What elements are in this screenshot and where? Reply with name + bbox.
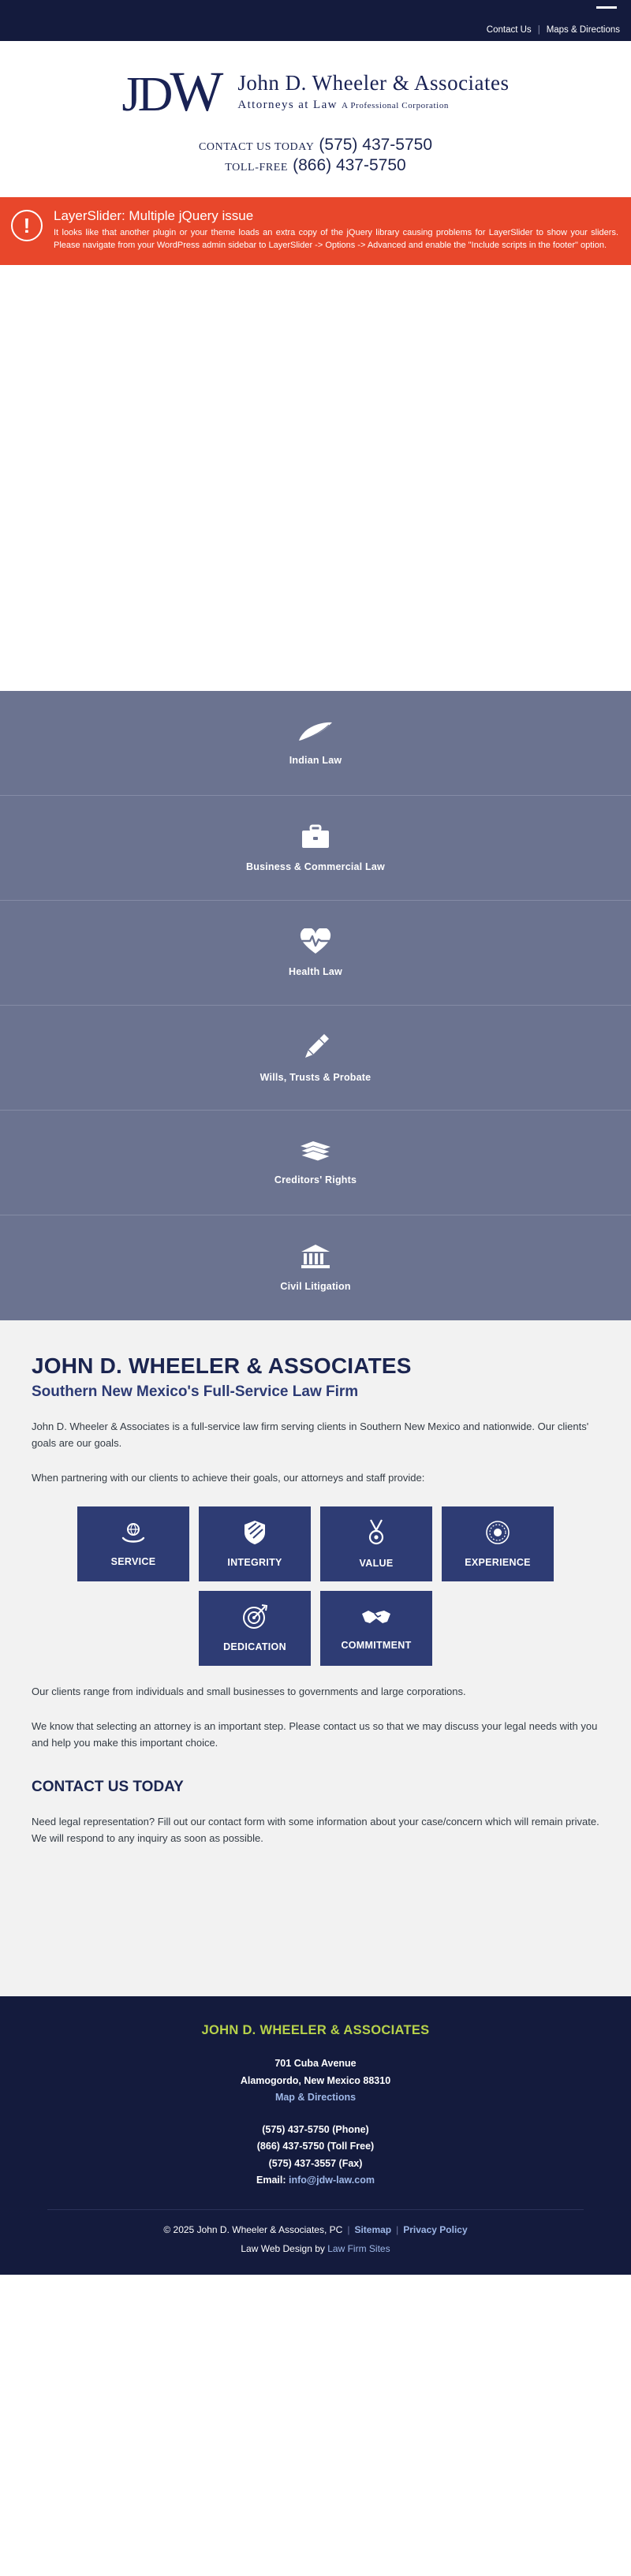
hand-globe-icon (120, 1521, 147, 1548)
footer-tollfree: (866) 437-5750 (Toll Free) (256, 2141, 375, 2152)
firm-name: John D. Wheeler & Associates (237, 71, 510, 95)
footer-fax: (575) 437-3557 (Fax) (268, 2157, 363, 2169)
courthouse-icon (300, 1243, 331, 1270)
practice-tile-health-law[interactable] (0, 901, 631, 1006)
top-link-contact-us[interactable]: Contact Us (486, 25, 532, 35)
firm-name-block (237, 71, 509, 112)
medal-icon (365, 1519, 387, 1550)
monogram-w: W (170, 60, 219, 123)
value-box-label: COMMITMENT (341, 1640, 412, 1652)
site-header (0, 41, 631, 186)
footer-address-line2: Alamogordo, New Mexico 88310 (240, 2074, 391, 2086)
value-box-service[interactable] (77, 1506, 189, 1581)
intro-paragraph-1: John D. Wheeler & Associates is a full-service law firm serving clients in Southern New Mexico and nationwide. Our clients' goals are our goals. (32, 1420, 589, 1450)
contact-cta-heading: CONTACT US TODAY (32, 1778, 184, 1795)
cash-stack-icon (297, 1140, 334, 1163)
value-box-label: VALUE (359, 1558, 394, 1570)
alert-body: It looks like that another plugin or your theme loads an extra copy of the jQuery library causing problems for LayerSlider to show your sliders. Please navigate from your WordPress admin sidebar to LayerSlider -> Options -> Advanced and enable the "Include scripts in the footer" option. (54, 228, 618, 250)
footer-credit-line (0, 2243, 631, 2254)
practice-tile-label: Creditors' Rights (274, 1174, 357, 1185)
intro-paragraph-5: Need legal representation? Fill out our contact form with some information about your case/concern which will remain private. We will respond to any inquiry as soon as possible. (32, 1815, 599, 1844)
value-box-dedication[interactable] (199, 1591, 311, 1666)
page-subtitle: Southern New Mexico's Full-Service Law Firm (32, 1383, 359, 1400)
contact-today-line (0, 136, 631, 155)
menu-indicator-bar (596, 6, 617, 9)
footer-privacy-link[interactable]: Privacy Policy (403, 2224, 468, 2236)
tollfree-phone-number[interactable]: (866) 437-5750 (293, 156, 406, 174)
footer-address-line1: 701 Cuba Avenue (274, 2058, 357, 2070)
alert-text-block (54, 208, 618, 252)
footer-credit-prefix: Law Web Design (241, 2243, 312, 2255)
exclamation-icon (11, 210, 43, 241)
footer-legal-line (0, 2224, 631, 2235)
layerslider-alert (0, 197, 631, 265)
intro-paragraph-2: When partnering with our clients to achieve their goals, our attorneys and staff provide: (32, 1471, 425, 1484)
footer-contact-numbers (0, 2122, 631, 2189)
top-utility-links (487, 25, 620, 35)
practice-tile-wills-trusts-probate[interactable] (0, 1006, 631, 1111)
practice-tile-label: Civil Litigation (280, 1281, 351, 1293)
firm-tagline-text: Attorneys at Law (237, 99, 338, 111)
footer-separator-2: | (396, 2224, 399, 2236)
footer-credit-link[interactable]: Law Firm Sites (327, 2243, 390, 2255)
value-box-integrity[interactable] (199, 1506, 311, 1581)
page-title: JOHN D. WHEELER & ASSOCIATES (32, 1353, 412, 1378)
footer-sitemap-link[interactable]: Sitemap (354, 2224, 392, 2236)
contact-phone-number[interactable]: (575) 437-5750 (319, 136, 433, 154)
practice-tile-business-commercial-law[interactable] (0, 796, 631, 901)
briefcase-icon (300, 823, 331, 850)
alert-title: LayerSlider: Multiple jQuery issue (54, 208, 254, 223)
footer-separator-1: | (347, 2224, 350, 2236)
shield-icon (244, 1520, 266, 1549)
monogram-jd: JD (121, 68, 170, 121)
footer-email-link[interactable]: info@jdw-law.com (289, 2174, 375, 2186)
feather-icon (297, 720, 334, 744)
practice-tile-label: Health Law (289, 965, 342, 977)
contact-today-label: CONTACT US TODAY (198, 141, 315, 153)
target-icon (242, 1604, 267, 1633)
practice-areas-tiles (0, 691, 631, 1320)
monogram-logo (121, 60, 225, 123)
footer-divider (47, 2209, 584, 2210)
footer-credit-by: by (315, 2243, 325, 2255)
top-link-maps-directions[interactable]: Maps & Directions (546, 25, 620, 35)
top-link-separator: | (537, 25, 540, 35)
footer-address (0, 2055, 631, 2106)
hero-slider-area (0, 265, 631, 691)
value-box-label: SERVICE (110, 1556, 156, 1568)
footer-phone: (575) 437-5750 (Phone) (262, 2124, 369, 2136)
exclamation-glyph: ! (23, 214, 31, 237)
practice-tile-label: Business & Commercial Law (246, 861, 385, 872)
tollfree-label: TOLL-FREE (225, 162, 289, 174)
practice-tile-creditors-rights[interactable] (0, 1111, 631, 1215)
value-box-label: INTEGRITY (227, 1557, 282, 1569)
footer-map-directions-link[interactable]: Map & Directions (274, 2091, 357, 2103)
top-utility-bar (0, 0, 631, 41)
handshake-icon (360, 1606, 392, 1632)
value-box-experience[interactable] (442, 1506, 554, 1581)
firm-tagline-pc: A Professional Corporation (342, 101, 450, 110)
gear-badge-icon (485, 1520, 510, 1549)
value-box-commitment[interactable] (320, 1591, 432, 1666)
value-boxes (32, 1506, 599, 1666)
practice-tile-label: Indian Law (289, 754, 342, 766)
tollfree-line (0, 156, 631, 175)
firm-tagline (237, 99, 509, 112)
fountain-pen-icon (301, 1032, 330, 1061)
practice-tile-indian-law[interactable] (0, 691, 631, 796)
practice-tile-label: Wills, Trusts & Probate (259, 1071, 372, 1083)
practice-tile-civil-litigation[interactable] (0, 1215, 631, 1320)
intro-section (0, 1320, 631, 1855)
heartbeat-icon (299, 928, 332, 955)
intro-paragraph-4: We know that selecting an attorney is an important step. Please contact us so that we may discuss your legal needs with you and help you make this important choice. (32, 1719, 598, 1749)
logo-block[interactable] (0, 60, 631, 123)
footer-email-label: Email: (256, 2174, 286, 2186)
site-footer (0, 1996, 631, 2275)
footer-copyright: © 2025 John D. Wheeler & Associates, PC (163, 2224, 343, 2236)
footer-firm-name: JOHN D. WHEELER & ASSOCIATES (201, 2023, 430, 2038)
value-box-label: EXPERIENCE (465, 1557, 531, 1569)
intro-paragraph-3: Our clients range from individuals and small businesses to governments and large corporations. (32, 1686, 466, 1698)
contact-form-area (0, 1854, 631, 1996)
value-box-value[interactable] (320, 1506, 432, 1581)
value-box-label: DEDICATION (223, 1641, 286, 1653)
